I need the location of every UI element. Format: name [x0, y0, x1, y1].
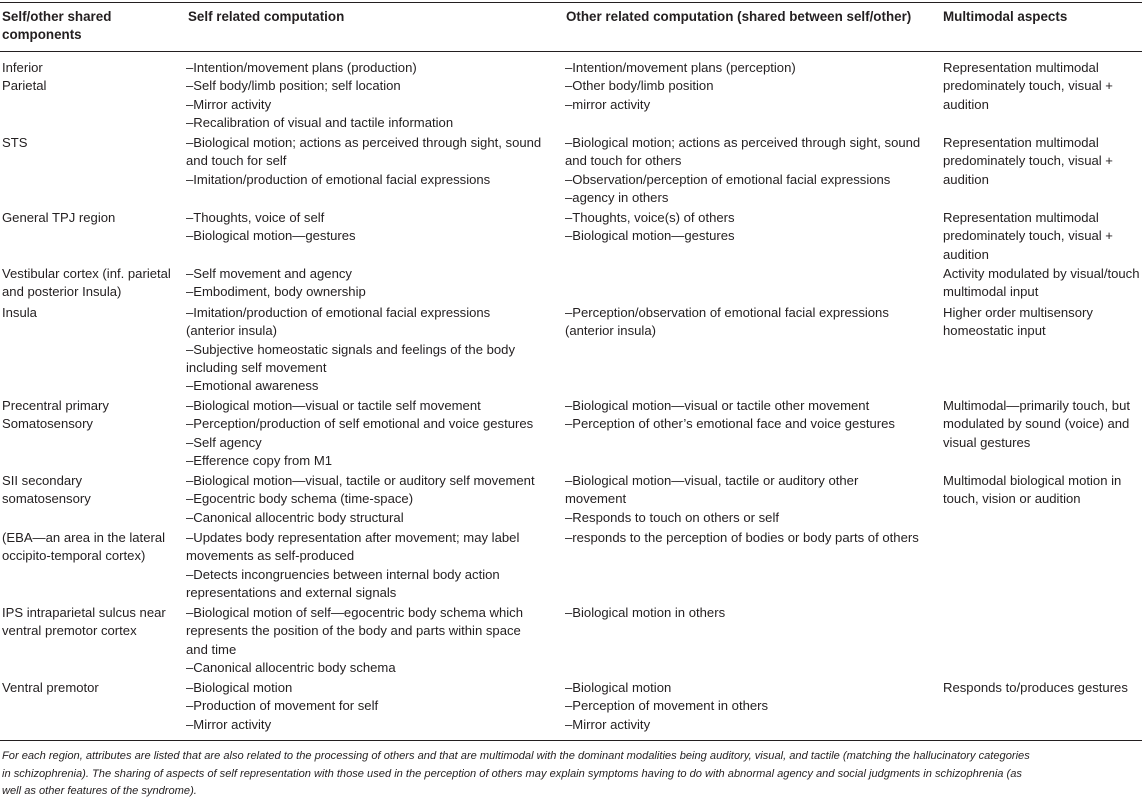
other-cell: –Intention/movement plans (perception) –Other body/limb position –mirror activity: [565, 60, 796, 112]
self-cell: –Intention/movement plans (production) –Self body/limb position; self location –Mirror activity –Recalibration of visual and tactile information: [186, 60, 454, 130]
region-cell: General TPJ region: [2, 210, 116, 225]
region-cell: IPS intraparietal sulcus near ventral premotor cortex: [2, 605, 166, 639]
other-cell: –responds to the perception of bodies or body parts of others: [565, 530, 919, 545]
header-other-computation: Other related computation (shared between self/other): [566, 9, 912, 24]
other-cell: –Biological motion in others: [565, 605, 726, 620]
multimodal-cell: Representation multimodal predominately touch, visual + audition: [943, 60, 1113, 112]
header-rule: [0, 51, 1142, 52]
self-cell: –Biological motion of self—egocentric body schema which represents the position of the body and parts within space and time –Canonical allocentric body schema: [186, 605, 523, 675]
region-cell: STS: [2, 135, 28, 150]
other-cell: –Biological motion—visual, tactile or auditory other movement –Responds to touch on others or self: [565, 473, 859, 525]
self-cell: –Updates body representation after movement; may label movements as self-produced –Detects incongruencies between internal body action representations and external signals: [186, 530, 520, 600]
table-bottom-rule: [0, 740, 1142, 741]
self-cell: –Biological motion; actions as perceived through sight, sound and touch for self –Imitation/production of emotional facial expressions: [186, 135, 542, 187]
multimodal-cell: Representation multimodal predominately touch, visual + audition: [943, 210, 1113, 262]
other-cell: –Biological motion—visual or tactile other movement –Perception of other’s emotional face and voice gestures: [565, 398, 895, 432]
self-cell: –Imitation/production of emotional facial expressions (anterior insula) –Subjective homeostatic signals and feelings of the body including self movement –Emotional awareness: [186, 305, 516, 394]
header-multimodal-aspects: Multimodal aspects: [943, 9, 1068, 24]
self-cell: –Biological motion—visual, tactile or auditory self movement –Egocentric body schema (time-space) –Canonical allocentric body structural: [186, 473, 535, 525]
other-cell: –Perception/observation of emotional facial expressions (anterior insula): [565, 305, 889, 339]
region-cell: Insula: [2, 305, 37, 320]
header-self-computation: Self related computation: [188, 9, 345, 24]
other-cell: –Biological motion; actions as perceived through sight, sound and touch for others –Observation/perception of emotional facial expressions –agency in others: [565, 135, 921, 205]
self-cell: –Biological motion –Production of movement for self –Mirror activity: [186, 680, 379, 732]
other-cell: –Biological motion –Perception of movement in others –Mirror activity: [565, 680, 769, 732]
other-cell: –Thoughts, voice(s) of others –Biological motion—gestures: [565, 210, 735, 244]
multimodal-cell: Activity modulated by visual/touch multimodal input: [943, 266, 1140, 300]
header-shared-components: Self/other shared components: [2, 9, 112, 42]
self-cell: –Self movement and agency –Embodiment, body ownership: [186, 266, 366, 300]
region-cell: (EBA—an area in the lateral occipito-temporal cortex): [2, 530, 166, 564]
multimodal-cell: Responds to/produces gestures: [943, 680, 1128, 695]
multimodal-cell: Multimodal—primarily touch, but modulated by sound (voice) and visual gestures: [943, 398, 1131, 450]
multimodal-cell: Representation multimodal predominately touch, visual + audition: [943, 135, 1113, 187]
region-cell: Precentral primary Somatosensory: [2, 398, 109, 432]
region-cell: SII secondary somatosensory: [2, 473, 91, 507]
region-cell: Vestibular cortex (inf. parietal and posterior Insula): [2, 266, 171, 300]
self-cell: –Biological motion—visual or tactile self movement –Perception/production of self emotional and voice gestures –Self agency –Efference copy from M1: [186, 398, 534, 468]
region-cell: Ventral premotor: [2, 680, 99, 695]
table-top-rule: [0, 2, 1142, 3]
multimodal-cell: Multimodal biological motion in touch, vision or audition: [943, 473, 1122, 507]
table-footnote: For each region, attributes are listed that are also related to the processing of others and that are multimodal with the dominant modalities being auditory, visual, and tactile (matching the hallucinatory categories in schizophrenia). The sharing of aspects of self representation with those used in the perception of others may explain symptoms having to do with abnormal agency and social judgments in schizophrenia (as well as other features of the syndrome).: [2, 750, 1030, 798]
region-cell: Inferior Parietal: [2, 60, 47, 94]
self-cell: –Thoughts, voice of self –Biological motion—gestures: [186, 210, 356, 244]
multimodal-cell: Higher order multisensory homeostatic input: [943, 305, 1093, 339]
